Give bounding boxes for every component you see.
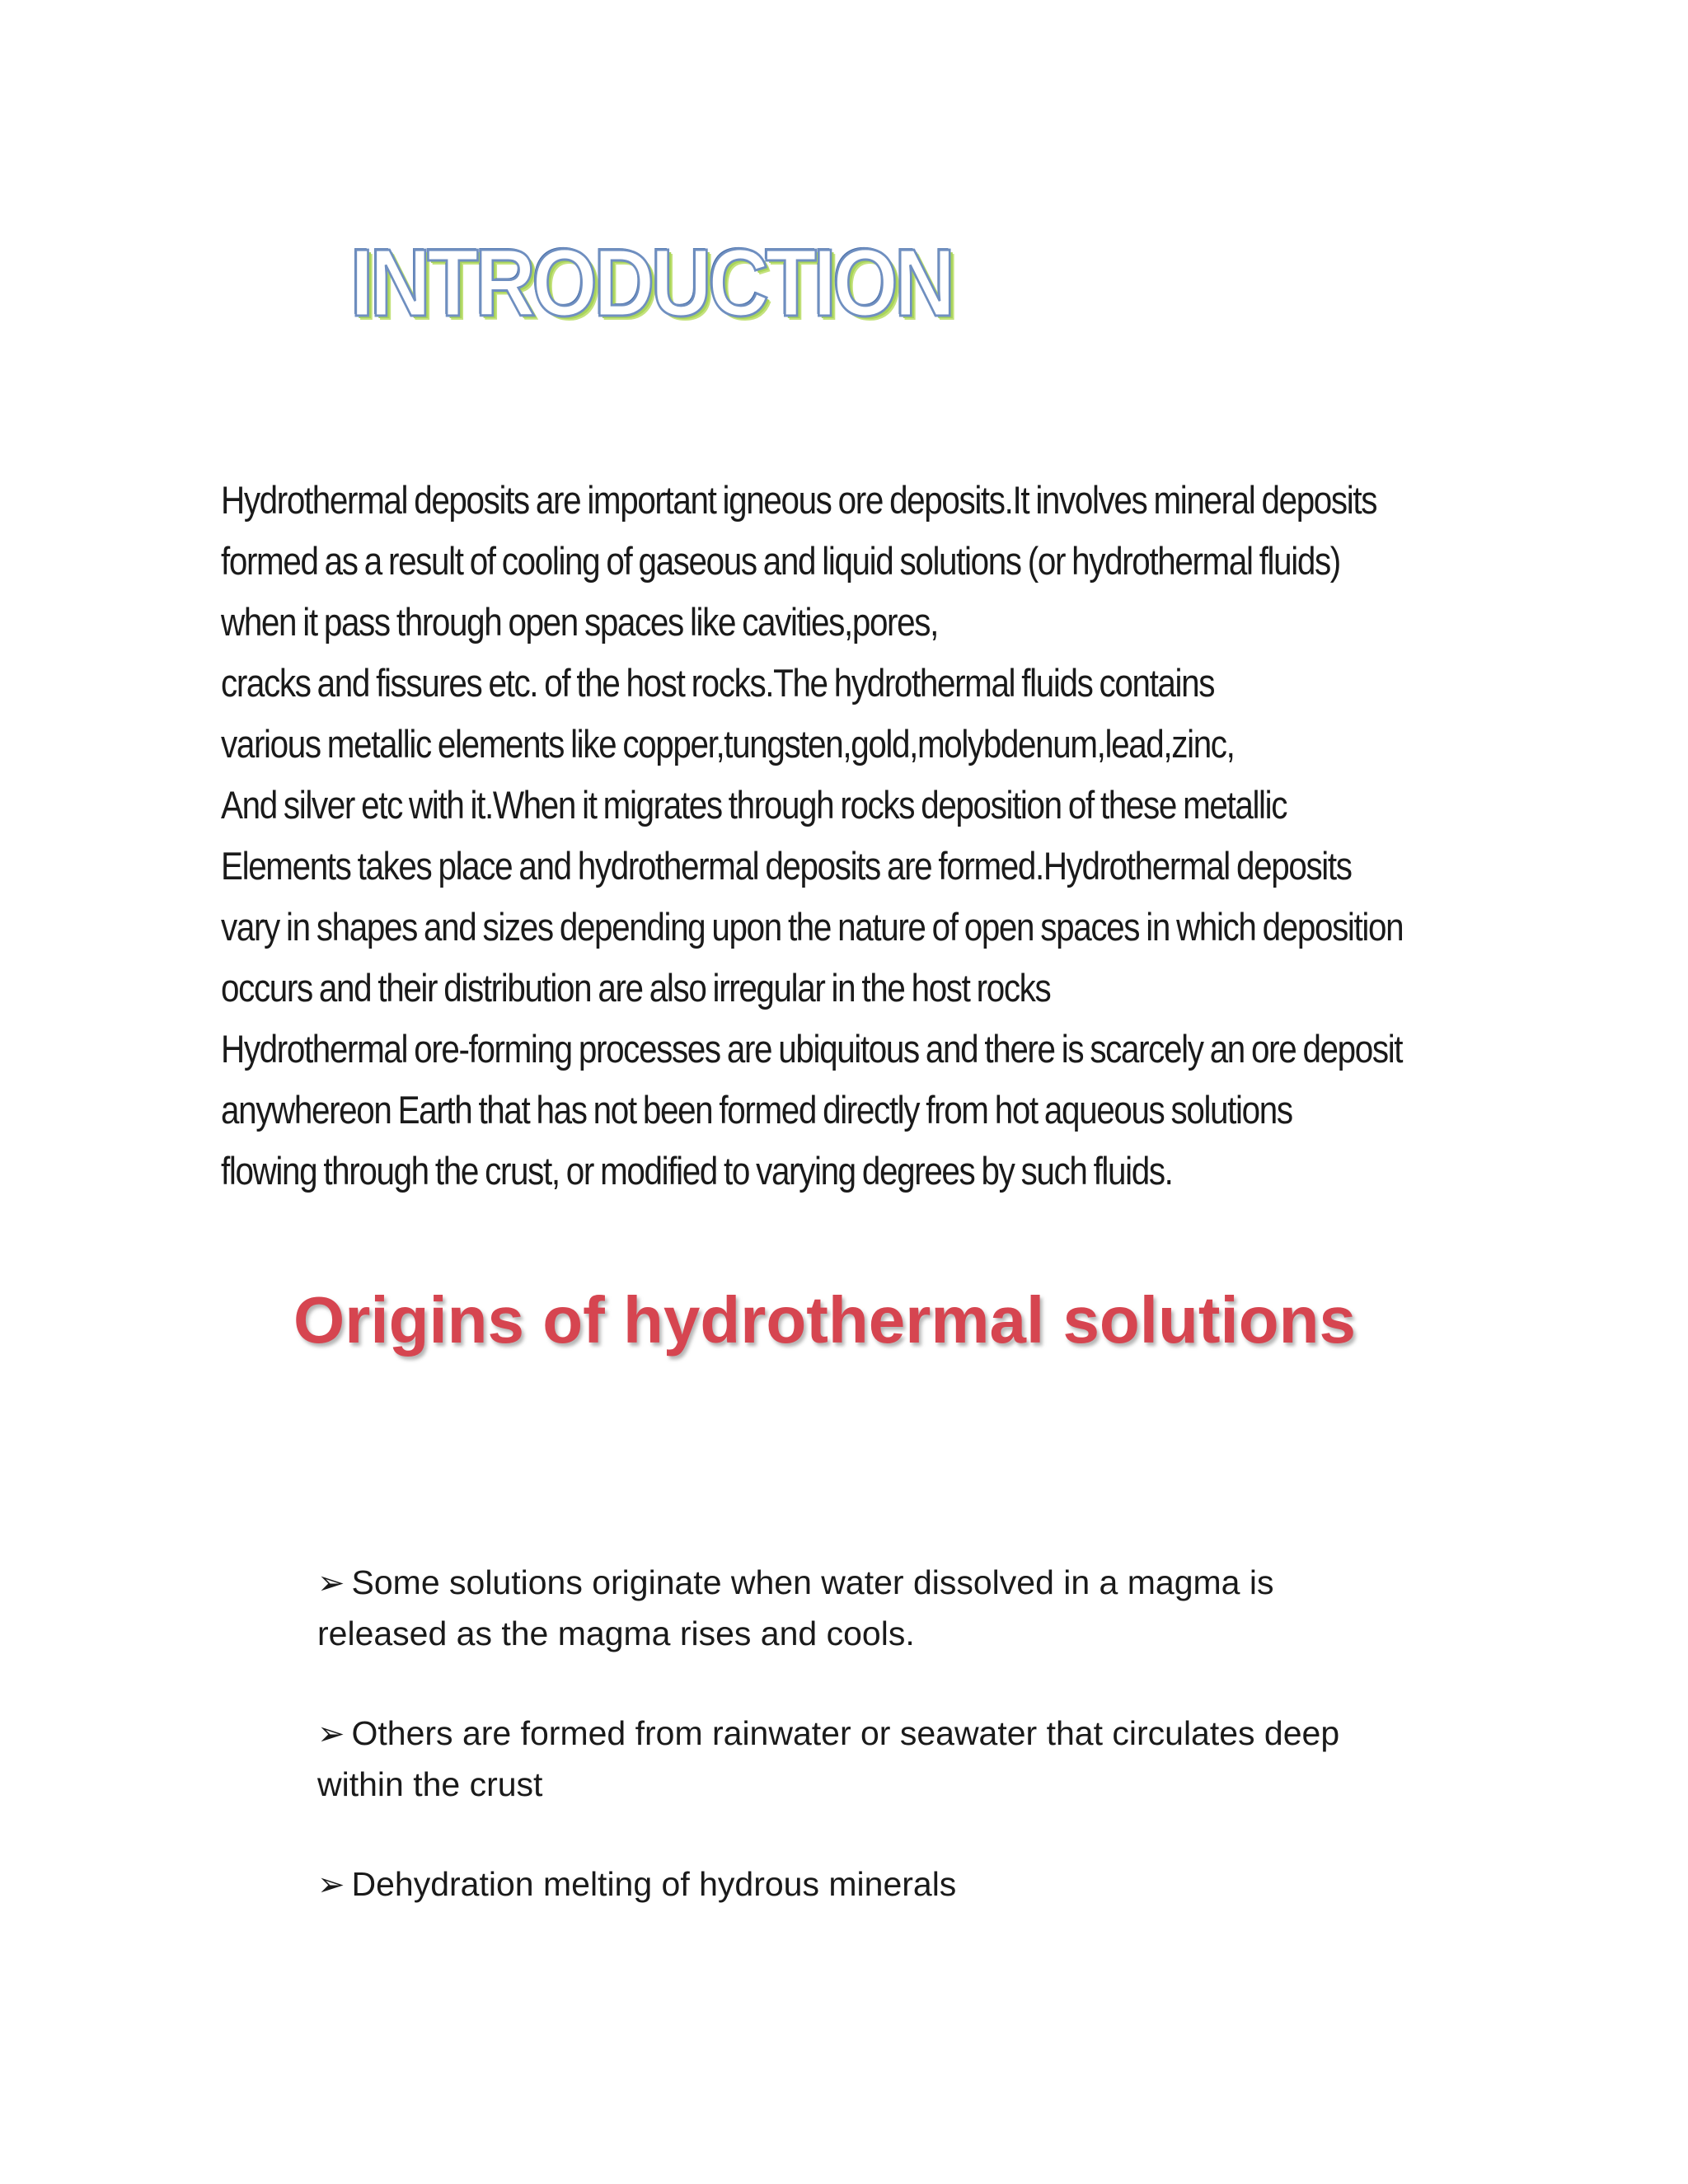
origins-bullet-list [317, 1558, 1471, 1960]
bullet-text: Dehydration melting of hydrous minerals [351, 1865, 957, 1903]
paragraph-line: Elements takes place and hydrothermal deposits are formed.Hydrothermal deposits [221, 844, 1352, 888]
arrow-bullet-icon: ➢ [317, 1565, 345, 1601]
list-item [317, 1558, 1471, 1659]
bullet-line: within the crust [317, 1765, 543, 1803]
bullet-text: Some solutions originate when water dissolved in a magma is [351, 1563, 1274, 1601]
introduction-paragraph [221, 470, 1540, 1202]
paragraph-line: occurs and their distribution are also irregular in the host rocks [221, 966, 1051, 1010]
paragraph-line: various metallic elements like copper,tungsten,gold,molybdenum,lead,zinc, [221, 722, 1235, 766]
paragraph-line: when it pass through open spaces like cavities,pores, [221, 600, 938, 644]
paragraph-line: Hydrothermal deposits are important igneous ore deposits.It involves mineral deposits [221, 478, 1377, 522]
paragraph-line: formed as a result of cooling of gaseous and liquid solutions (or hydrothermal fluids) [221, 539, 1340, 583]
bullet-line [317, 1859, 1471, 1910]
paragraph-line: Hydrothermal ore-forming processes are ubiquitous and there is scarcely an ore deposit [221, 1027, 1403, 1071]
bullet-line [317, 1708, 1471, 1760]
paragraph-line: flowing through the crust, or modified to varying degrees by such fluids. [221, 1149, 1173, 1193]
paragraph-line: anywhereon Earth that has not been formed directly from hot aqueous solutions [221, 1088, 1292, 1132]
arrow-bullet-icon: ➢ [317, 1867, 345, 1903]
arrow-bullet-icon: ➢ [317, 1716, 345, 1752]
bullet-text: Others are formed from rainwater or seawater that circulates deep [351, 1714, 1340, 1752]
origins-heading: Origins of hydrothermal solutions [293, 1283, 1356, 1357]
introduction-heading: INTRODUCTION [350, 229, 952, 336]
list-item [317, 1859, 1471, 1910]
paragraph-line: cracks and fissures etc. of the host rocks.The hydrothermal fluids contains [221, 661, 1215, 705]
bullet-line: released as the magma rises and cools. [317, 1615, 915, 1652]
paragraph-line: And silver etc with it.When it migrates through rocks deposition of these metallic [221, 783, 1287, 827]
paragraph-line: vary in shapes and sizes depending upon the nature of open spaces in which deposition [221, 905, 1404, 949]
bullet-line [317, 1558, 1471, 1609]
list-item [317, 1708, 1471, 1810]
